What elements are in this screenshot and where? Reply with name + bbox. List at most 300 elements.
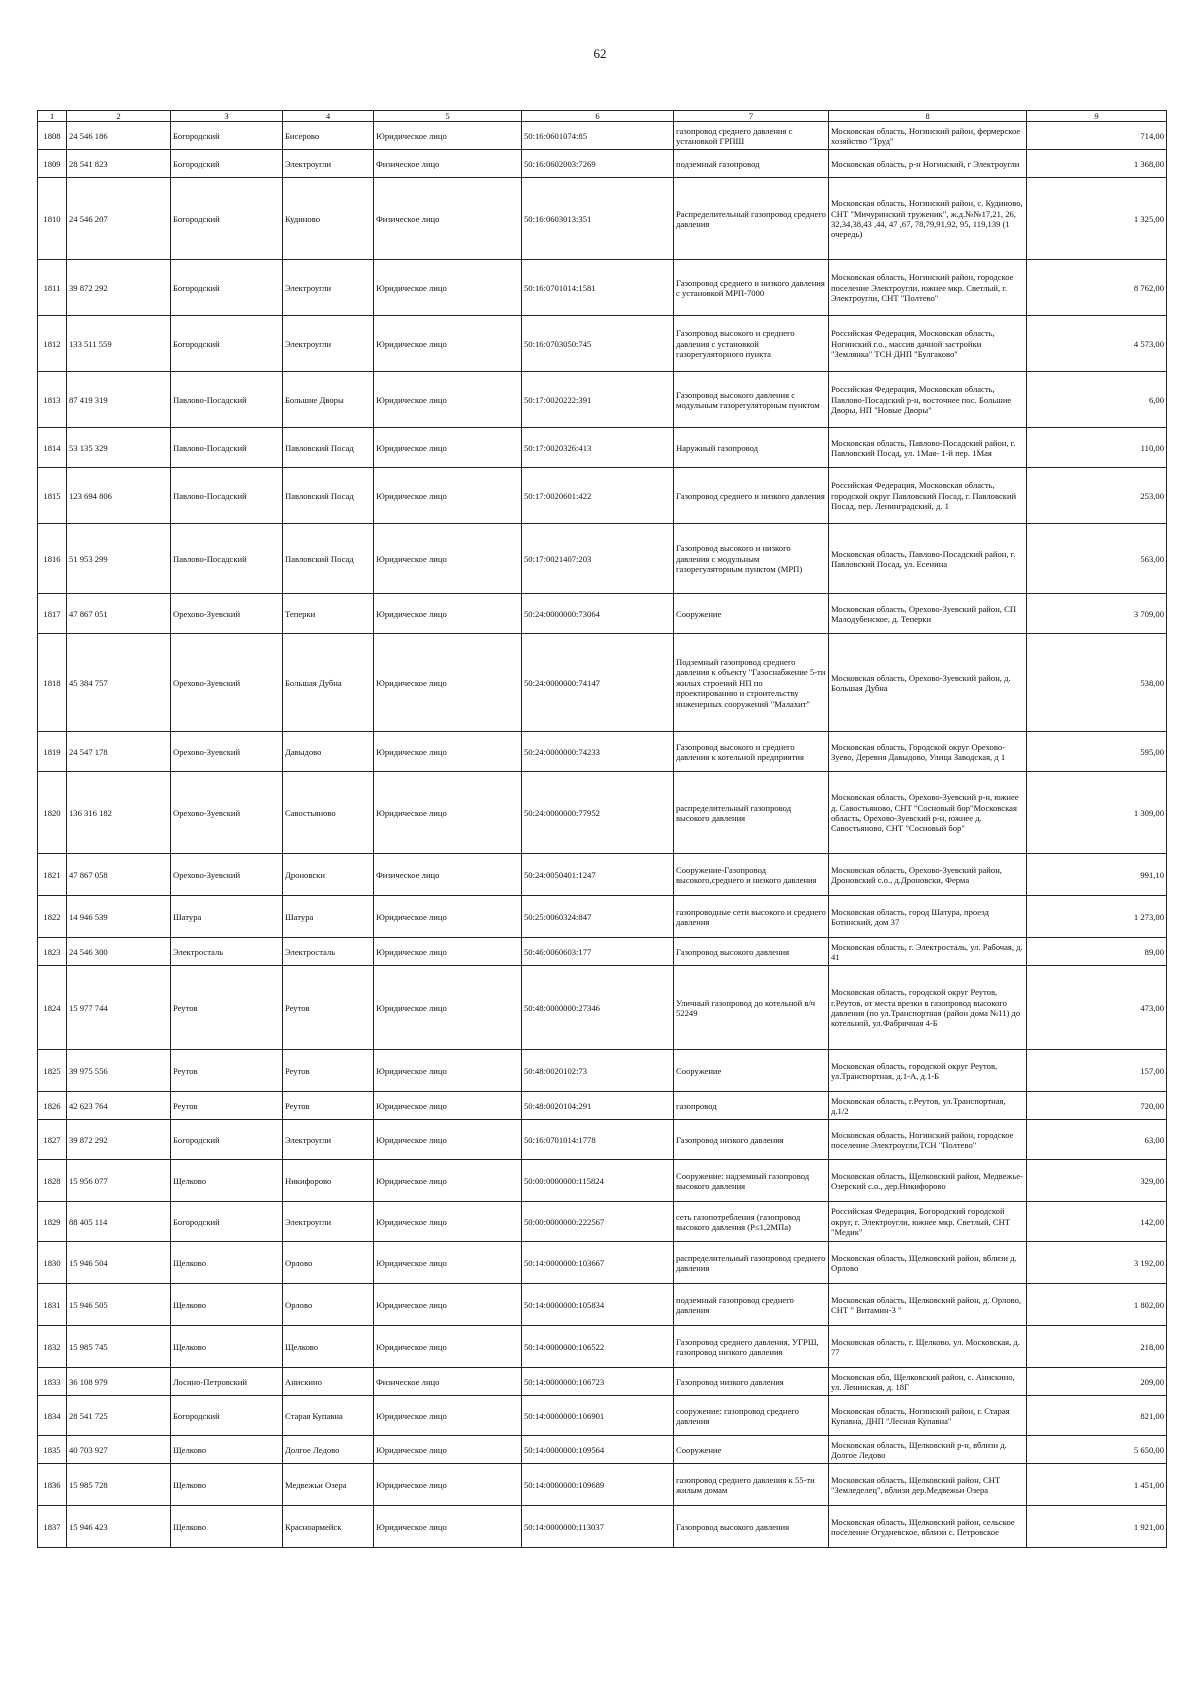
table-row [38,966,1167,1050]
extent-value-cell: 209,00 [1027,1368,1167,1396]
extent-value-cell: 714,00 [1027,122,1167,150]
district-cell: Орехово-Зуевский [171,634,283,732]
district-cell: Павлово-Посадский [171,468,283,524]
object-description-cell: подземный газопровод среднего давления [674,1284,829,1326]
row-number-cell: 1808 [38,122,67,150]
row-number-cell: 1824 [38,966,67,1050]
row-number-cell: 1835 [38,1436,67,1464]
cadastral-number-cell: 50:48:0020104:291 [522,1092,674,1120]
owner-type-cell: Юридическое лицо [374,896,522,938]
registry-number-cell: 133 511 559 [67,316,171,372]
locality-cell: Медвежьи Озера [283,1464,374,1506]
cadastral-number-cell: 50:14:0000000:103667 [522,1242,674,1284]
registry-number-cell: 51 953 299 [67,524,171,594]
registry-number-cell: 36 108 979 [67,1368,171,1396]
column-header: 3 [171,111,283,122]
registry-number-cell: 28 541 823 [67,150,171,178]
object-description-cell: Наружный газопровод [674,428,829,468]
registry-number-cell: 24 546 300 [67,938,171,966]
table-row [38,1326,1167,1368]
locality-cell: Старая Купавна [283,1396,374,1436]
district-cell: Орехово-Зуевский [171,732,283,772]
extent-value-cell: 1 325,00 [1027,178,1167,260]
locality-cell: Щелково [283,1326,374,1368]
table-row [38,1242,1167,1284]
cadastral-number-cell: 50:24:0000000:77952 [522,772,674,854]
row-number-cell: 1809 [38,150,67,178]
column-header: 4 [283,111,374,122]
registry-number-cell: 14 946 539 [67,896,171,938]
cadastral-number-cell: 50:00:0000000:222567 [522,1202,674,1242]
object-description-cell: сооружение: газопровод среднего давления [674,1396,829,1436]
address-cell: Московская область, Орехово-Зуевский район, Дроновский с.о., д.Дроновски, Ферма [829,854,1027,896]
extent-value-cell: 157,00 [1027,1050,1167,1092]
object-description-cell: Сооружение [674,1436,829,1464]
owner-type-cell: Физическое лицо [374,1368,522,1396]
address-cell: Московская область, Ногинский район, городское поселение Электроугли, южнее мкр. Светлый, г. Электроугли, СНТ "Полтево" [829,260,1027,316]
locality-cell: Электросталь [283,938,374,966]
extent-value-cell: 1 368,00 [1027,150,1167,178]
owner-type-cell: Юридическое лицо [374,1506,522,1548]
extent-value-cell: 218,00 [1027,1326,1167,1368]
district-cell: Шатура [171,896,283,938]
registry-number-cell: 39 872 292 [67,260,171,316]
table-row [38,1368,1167,1396]
owner-type-cell: Юридическое лицо [374,1120,522,1160]
locality-cell: Электроугли [283,1202,374,1242]
district-cell: Павлово-Посадский [171,524,283,594]
cadastral-number-cell: 50:14:0000000:109564 [522,1436,674,1464]
register-table [37,110,1167,1548]
address-cell: Московская область, Щелковский район, сельское поселение Огудневское, вблизи с. Петровское [829,1506,1027,1548]
table-row [38,634,1167,732]
locality-cell: Большие Дворы [283,372,374,428]
owner-type-cell: Юридическое лицо [374,260,522,316]
cadastral-number-cell: 50:17:0021407:203 [522,524,674,594]
row-number-cell: 1818 [38,634,67,732]
table-row [38,372,1167,428]
district-cell: Богородский [171,1202,283,1242]
table-row [38,732,1167,772]
owner-type-cell: Юридическое лицо [374,1092,522,1120]
registry-number-cell: 136 316 182 [67,772,171,854]
table-row [38,854,1167,896]
object-description-cell: газопровод среднего давления с установкой ГРПШ [674,122,829,150]
object-description-cell: Сооружение-Газопровод высокого,среднего и низкого давления [674,854,829,896]
address-cell: Московская область, Щелковский район, СНТ "Земледелец", вблизи дер.Медвежьи Озера [829,1464,1027,1506]
table-row [38,1464,1167,1506]
registry-number-cell: 15 985 728 [67,1464,171,1506]
extent-value-cell: 6,00 [1027,372,1167,428]
address-cell: Московская область, город Шатура, проезд Ботинский, дом 37 [829,896,1027,938]
address-cell: Московская область, Городской округ Орехово-Зуево, Деревня Давыдово, Улица Заводская, д 1 [829,732,1027,772]
table-row [38,122,1167,150]
table-row [38,524,1167,594]
district-cell: Орехово-Зуевский [171,594,283,634]
registry-number-cell: 15 946 504 [67,1242,171,1284]
extent-value-cell: 142,00 [1027,1202,1167,1242]
cadastral-number-cell: 50:14:0000000:106901 [522,1396,674,1436]
object-description-cell: Сооружение [674,594,829,634]
owner-type-cell: Юридическое лицо [374,1284,522,1326]
row-number-cell: 1837 [38,1506,67,1548]
cadastral-number-cell: 50:17:0020601:422 [522,468,674,524]
object-description-cell: Газопровод высокого и низкого давления с модульным газорегуляторным пунктом (МРП) [674,524,829,594]
district-cell: Богородский [171,316,283,372]
object-description-cell: газопровод [674,1092,829,1120]
registry-number-cell: 88 405 114 [67,1202,171,1242]
cadastral-number-cell: 50:14:0000000:106723 [522,1368,674,1396]
address-cell: Московская область, Ногинский район, г. Старая Купавна, ДНП "Лесная Купавна" [829,1396,1027,1436]
extent-value-cell: 110,00 [1027,428,1167,468]
table-row [38,896,1167,938]
registry-number-cell: 24 546 207 [67,178,171,260]
address-cell: Московская область, городской округ Реутов, ул.Транспортная, д.1-А, д.1-Б [829,1050,1027,1092]
owner-type-cell: Юридическое лицо [374,524,522,594]
cadastral-number-cell: 50:14:0000000:105834 [522,1284,674,1326]
registry-number-cell: 15 977 744 [67,966,171,1050]
locality-cell: Электроугли [283,150,374,178]
address-cell: Московская область, Ногинский район, с. Кудиново, СНТ "Мичуринский труженик", ж.д.№№17,21, 26, 32,34,38,43 ,44, 47 ,67, 78,79,91,92, 95, 119,139 (1 очередь) [829,178,1027,260]
address-cell: Московская область, Щелковский район, Медвежье-Озерский с.о., дер.Никифорово [829,1160,1027,1202]
district-cell: Щелково [171,1284,283,1326]
cadastral-number-cell: 50:17:0020326:413 [522,428,674,468]
table-row [38,1050,1167,1092]
address-cell: Московская область, городской округ Реутов, г.Реутов, от места врезки в газопровод высокого давления (по ул.Транспортная (район дома №11) до котельной, ул.Фабричная 4-Б [829,966,1027,1050]
locality-cell: Электроугли [283,316,374,372]
cadastral-number-cell: 50:24:0000000:74147 [522,634,674,732]
owner-type-cell: Юридическое лицо [374,428,522,468]
object-description-cell: распределительный газопровод высокого давления [674,772,829,854]
cadastral-number-cell: 50:24:0000000:73064 [522,594,674,634]
registry-number-cell: 40 703 927 [67,1436,171,1464]
locality-cell: Электроугли [283,260,374,316]
owner-type-cell: Юридическое лицо [374,938,522,966]
row-number-cell: 1815 [38,468,67,524]
column-header: 9 [1027,111,1167,122]
address-cell: Московская область, Щелковский р-н, вблизи д. Долгое Ледово [829,1436,1027,1464]
object-description-cell: Газопровод среднего давления, УГРШ, газопровод низкого давления [674,1326,829,1368]
cadastral-number-cell: 50:46:0060603:177 [522,938,674,966]
object-description-cell: Подземный газопровод среднего давления к объекту "Газоснабжение 5-ти жилых строений НП по проектированию и строительству инженерных сооружений "Малахит" [674,634,829,732]
address-cell: Российская Федерация, Богородский городской округ, г. Электроугли, южнее мкр. Светлый, СНТ "Медик" [829,1202,1027,1242]
address-cell: Московская область, Щелковский район, д. Орлово, СНТ " Витамин-3 " [829,1284,1027,1326]
locality-cell: Орлово [283,1284,374,1326]
locality-cell: Большая Дубна [283,634,374,732]
cadastral-number-cell: 50:48:0000000:27346 [522,966,674,1050]
column-header: 7 [674,111,829,122]
locality-cell: Электроугли [283,1120,374,1160]
extent-value-cell: 8 762,00 [1027,260,1167,316]
registry-number-cell: 42 623 764 [67,1092,171,1120]
column-header: 8 [829,111,1027,122]
table-row [38,772,1167,854]
owner-type-cell: Физическое лицо [374,150,522,178]
row-number-cell: 1825 [38,1050,67,1092]
registry-number-cell: 47 867 051 [67,594,171,634]
column-header: 1 [38,111,67,122]
owner-type-cell: Юридическое лицо [374,594,522,634]
cadastral-number-cell: 50:00:0000000:115824 [522,1160,674,1202]
column-header: 5 [374,111,522,122]
row-number-cell: 1832 [38,1326,67,1368]
cadastral-number-cell: 50:24:0050401:1247 [522,854,674,896]
locality-cell: Реутов [283,966,374,1050]
registry-number-cell: 28 541 725 [67,1396,171,1436]
cadastral-number-cell: 50:48:0020102:73 [522,1050,674,1092]
owner-type-cell: Юридическое лицо [374,1436,522,1464]
district-cell: Богородский [171,1120,283,1160]
owner-type-cell: Юридическое лицо [374,966,522,1050]
district-cell: Щелково [171,1242,283,1284]
row-number-cell: 1811 [38,260,67,316]
table-row [38,938,1167,966]
object-description-cell: Газопровод высокого и среднего давления к котельной предприятия [674,732,829,772]
cadastral-number-cell: 50:25:0060324:847 [522,896,674,938]
address-cell: Московская область, г. Электросталь, ул. Рабочая, д. 41 [829,938,1027,966]
extent-value-cell: 329,00 [1027,1160,1167,1202]
object-description-cell: распределительный газопровод среднего давления [674,1242,829,1284]
cadastral-number-cell: 50:16:0601074:85 [522,122,674,150]
table-row [38,428,1167,468]
extent-value-cell: 595,00 [1027,732,1167,772]
locality-cell: Долгое Ледово [283,1436,374,1464]
object-description-cell: Распределительный газопровод среднего давления [674,178,829,260]
locality-cell: Дроновски [283,854,374,896]
row-number-cell: 1813 [38,372,67,428]
registry-number-cell: 15 985 745 [67,1326,171,1368]
locality-cell: Реутов [283,1092,374,1120]
address-cell: Российская Федерация, Московская область, Павлово-Посадский р-н, восточнее пос. Большие Дворы, НП "Новые Дворы" [829,372,1027,428]
address-cell: Московская область, р-н Ногинский, г Электроугли [829,150,1027,178]
registry-number-cell: 24 547 178 [67,732,171,772]
row-number-cell: 1831 [38,1284,67,1326]
table-row [38,316,1167,372]
district-cell: Реутов [171,1050,283,1092]
locality-cell: Давыдово [283,732,374,772]
object-description-cell: Газопровод низкого давления [674,1120,829,1160]
locality-cell: Красноармейск [283,1506,374,1548]
object-description-cell: подземный газопровод [674,150,829,178]
extent-value-cell: 3 192,00 [1027,1242,1167,1284]
extent-value-cell: 1 451,00 [1027,1464,1167,1506]
extent-value-cell: 1 802,00 [1027,1284,1167,1326]
row-number-cell: 1829 [38,1202,67,1242]
address-cell: Московская область, Ногинский район, городское поселение Электроугли,ТСН "Полтево" [829,1120,1027,1160]
row-number-cell: 1827 [38,1120,67,1160]
row-number-cell: 1826 [38,1092,67,1120]
district-cell: Богородский [171,150,283,178]
cadastral-number-cell: 50:16:0602003:7269 [522,150,674,178]
locality-cell: Теперки [283,594,374,634]
district-cell: Реутов [171,1092,283,1120]
registry-number-cell: 39 872 292 [67,1120,171,1160]
owner-type-cell: Юридическое лицо [374,1242,522,1284]
locality-cell: Реутов [283,1050,374,1092]
extent-value-cell: 821,00 [1027,1396,1167,1436]
locality-cell: Никифорово [283,1160,374,1202]
district-cell: Щелково [171,1436,283,1464]
object-description-cell: Газопровод среднего и низкого давления [674,468,829,524]
object-description-cell: газопроводные сети высокого и среднего давления [674,896,829,938]
address-cell: Московская область, Ногинский район, фермерское хозяйство "Труд" [829,122,1027,150]
registry-number-cell: 47 867 058 [67,854,171,896]
address-cell: Московская область, г.Реутов, ул.Транспортная, д.1/2 [829,1092,1027,1120]
district-cell: Богородский [171,1396,283,1436]
owner-type-cell: Юридическое лицо [374,1202,522,1242]
extent-value-cell: 991,10 [1027,854,1167,896]
page-number: 62 [593,46,607,61]
address-cell: Московская область, Орехово-Зуевский р-н, южнее д. Савостьяново, СНТ "Сосновый бор"Московская область, Орехово-Зуевский р-н, южнее д. Савостьяново, СНТ "Сосновый бор" [829,772,1027,854]
district-cell: Павлово-Посадский [171,428,283,468]
row-number-cell: 1820 [38,772,67,854]
column-header: 2 [67,111,171,122]
owner-type-cell: Юридическое лицо [374,316,522,372]
owner-type-cell: Юридическое лицо [374,372,522,428]
table-row [38,260,1167,316]
table-row [38,1202,1167,1242]
row-number-cell: 1814 [38,428,67,468]
extent-value-cell: 4 573,00 [1027,316,1167,372]
table-row [38,1436,1167,1464]
table-row [38,178,1167,260]
extent-value-cell: 1 309,00 [1027,772,1167,854]
registry-number-cell: 15 946 505 [67,1284,171,1326]
owner-type-cell: Юридическое лицо [374,468,522,524]
locality-cell: Савостьяново [283,772,374,854]
owner-type-cell: Юридическое лицо [374,1464,522,1506]
district-cell: Богородский [171,260,283,316]
cadastral-number-cell: 50:14:0000000:106522 [522,1326,674,1368]
row-number-cell: 1817 [38,594,67,634]
address-cell: Московская область, Щелковский район, вблизи д. Орлово [829,1242,1027,1284]
locality-cell: Орлово [283,1242,374,1284]
column-number-header [38,111,1167,122]
district-cell: Лосино-Петровский [171,1368,283,1396]
owner-type-cell: Юридическое лицо [374,772,522,854]
cadastral-number-cell: 50:14:0000000:109689 [522,1464,674,1506]
object-description-cell: Сооружение: надземный газопровод высокого давления [674,1160,829,1202]
cadastral-number-cell: 50:14:0000000:113037 [522,1506,674,1548]
table-row [38,1160,1167,1202]
district-cell: Щелково [171,1464,283,1506]
district-cell: Орехово-Зуевский [171,854,283,896]
locality-cell: Павловский Посад [283,428,374,468]
row-number-cell: 1812 [38,316,67,372]
locality-cell: Павловский Посад [283,468,374,524]
row-number-cell: 1833 [38,1368,67,1396]
owner-type-cell: Юридическое лицо [374,1396,522,1436]
owner-type-cell: Юридическое лицо [374,732,522,772]
cadastral-number-cell: 50:17:0020222:391 [522,372,674,428]
district-cell: Электросталь [171,938,283,966]
owner-type-cell: Юридическое лицо [374,1160,522,1202]
district-cell: Реутов [171,966,283,1050]
table-row [38,1284,1167,1326]
owner-type-cell: Юридическое лицо [374,1326,522,1368]
registry-number-cell: 24 546 186 [67,122,171,150]
cadastral-number-cell: 50:16:0701014:1581 [522,260,674,316]
district-cell: Богородский [171,178,283,260]
row-number-cell: 1834 [38,1396,67,1436]
owner-type-cell: Юридическое лицо [374,1050,522,1092]
table-row [38,150,1167,178]
owner-type-cell: Юридическое лицо [374,634,522,732]
cadastral-number-cell: 50:16:0703050:745 [522,316,674,372]
cadastral-number-cell: 50:16:0701014:1778 [522,1120,674,1160]
extent-value-cell: 473,00 [1027,966,1167,1050]
district-cell: Богородский [171,122,283,150]
locality-cell: Анискино [283,1368,374,1396]
address-cell: Московская область, Павлово-Посадский район, г. Павловский Посад, ул. Есенина [829,524,1027,594]
object-description-cell: Газопровод высокого давления [674,1506,829,1548]
table-row [38,594,1167,634]
address-cell: Московская область, г. Щелково, ул. Московская, д. 77 [829,1326,1027,1368]
object-description-cell: Сооружение [674,1050,829,1092]
owner-type-cell: Юридическое лицо [374,122,522,150]
district-cell: Щелково [171,1160,283,1202]
registry-number-cell: 87 419 319 [67,372,171,428]
registry-number-cell: 53 135 329 [67,428,171,468]
object-description-cell: Газопровод высокого и среднего давления с установкой газорегуляторного пункта [674,316,829,372]
cadastral-number-cell: 50:16:0603013:351 [522,178,674,260]
address-cell: Московская область, Павлово-Посадский район, г. Павловский Посад, ул. 1Мая- 1-й пер. 1Мая [829,428,1027,468]
row-number-cell: 1823 [38,938,67,966]
locality-cell: Кудиново [283,178,374,260]
extent-value-cell: 1 273,00 [1027,896,1167,938]
registry-number-cell: 123 694 806 [67,468,171,524]
cadastral-number-cell: 50:24:0000000:74233 [522,732,674,772]
district-cell: Щелково [171,1506,283,1548]
table-row [38,1396,1167,1436]
table-row [38,468,1167,524]
registry-number-cell: 45 384 757 [67,634,171,732]
row-number-cell: 1816 [38,524,67,594]
object-description-cell: сеть газопотребления (газопровод высокого давления (Р≤1,2МПа) [674,1202,829,1242]
extent-value-cell: 538,00 [1027,634,1167,732]
registry-number-cell: 39 975 556 [67,1050,171,1092]
extent-value-cell: 253,00 [1027,468,1167,524]
object-description-cell: Уличный газопровод до котельной в/ч 52249 [674,966,829,1050]
registry-number-cell: 15 946 423 [67,1506,171,1548]
locality-cell: Павловский Посад [283,524,374,594]
object-description-cell: газопровод среднего давления к 55-ти жилым домам [674,1464,829,1506]
locality-cell: Шатура [283,896,374,938]
extent-value-cell: 563,00 [1027,524,1167,594]
row-number-cell: 1810 [38,178,67,260]
object-description-cell: Газопровод среднего и низкого давления с установкой МРП-7000 [674,260,829,316]
extent-value-cell: 720,00 [1027,1092,1167,1120]
row-number-cell: 1821 [38,854,67,896]
address-cell: Российская Федерация, Московская область, Ногинский г.о., массив дачной застройки "Землянка" ТСН ДНП "Булгаково" [829,316,1027,372]
district-cell: Орехово-Зуевский [171,772,283,854]
object-description-cell: Газопровод низкого давления [674,1368,829,1396]
owner-type-cell: Физическое лицо [374,178,522,260]
address-cell: Российская Федерация, Московская область, городской округ Павловский Посад, г. Павловский Посад, пер. Ленинградский, д. 1 [829,468,1027,524]
extent-value-cell: 3 709,00 [1027,594,1167,634]
table-row [38,1506,1167,1548]
row-number-cell: 1822 [38,896,67,938]
object-description-cell: Газопровод высокого давления с модульным газорегуляторным пунктом [674,372,829,428]
district-cell: Щелково [171,1326,283,1368]
extent-value-cell: 89,00 [1027,938,1167,966]
object-description-cell: Газопровод высокого давления [674,938,829,966]
extent-value-cell: 63,00 [1027,1120,1167,1160]
row-number-cell: 1836 [38,1464,67,1506]
district-cell: Павлово-Посадский [171,372,283,428]
owner-type-cell: Физическое лицо [374,854,522,896]
extent-value-cell: 5 650,00 [1027,1436,1167,1464]
